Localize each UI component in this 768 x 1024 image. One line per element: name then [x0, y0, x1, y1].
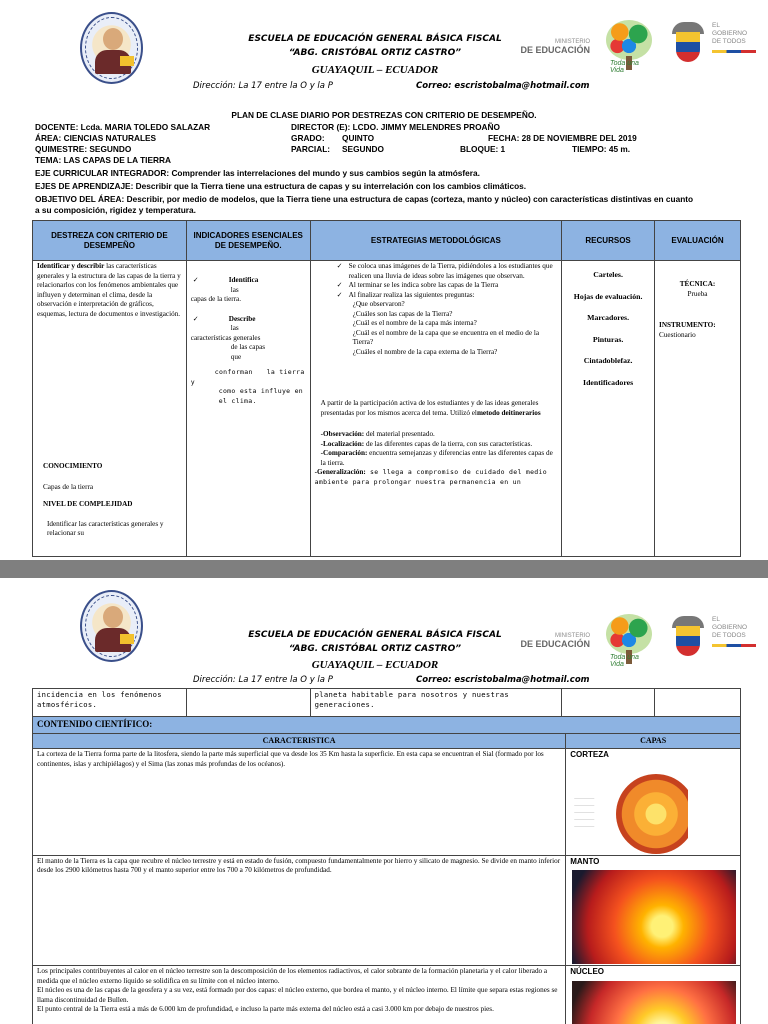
header-indicadores: INDICADORES ESENCIALES DE DESEMPEÑO. — [186, 221, 310, 261]
school-subname: “ABG. CRISTÓBAL ORTIZ CASTRO” — [288, 48, 462, 58]
page-header-2 — [0, 578, 768, 676]
gov-line-1: EL — [712, 22, 720, 29]
manto-cell — [566, 855, 741, 966]
school-name: ESCUELA DE EDUCACIÓN GENERAL BÁSICA FISCAL — [248, 34, 502, 44]
gov-line-1-b: EL — [712, 616, 720, 623]
school-city: GUAYAQUIL – ECUADOR — [311, 64, 439, 76]
nucleo-text-3: El punto central de la Tierra está a más de 6.000 km de profundidad, e incluso la parte más externa del núcleo está a casi 3.000 km por debajo de nuestros pies. — [37, 1005, 494, 1013]
school-seal-logo-2 — [80, 590, 143, 662]
estr-item-1: ✓ Se coloca unas imágenes de la Tierra, pidiéndoles a los estudiantes que realicen una lluvia de ideas sobre las imágenes que observan. — [335, 262, 557, 281]
estrategias-cell — [310, 261, 561, 557]
ministry-big-2: DE EDUCACIÓN — [520, 639, 590, 649]
ind1-b: capas de la tierra. — [190, 295, 242, 303]
recursos-cell — [562, 261, 655, 557]
nucleo-cell-text — [33, 966, 566, 1024]
docente: DOCENTE: Lcda. MARIA TOLEDO SALAZAR — [35, 122, 211, 132]
tecnica-label: TÉCNICA: — [679, 280, 716, 288]
ind1-bold: Identifica — [228, 276, 259, 284]
contenido-title: CONTENIDO CIENTÍFICO: — [33, 717, 741, 734]
grado-label: GRADO: — [291, 133, 325, 143]
school-name-2: ESCUELA DE EDUCACIÓN GENERAL BÁSICA FISCAL — [248, 630, 502, 640]
objetivo-line-2: a su composición, rigidez y temperatura. — [35, 205, 196, 215]
cont-empty-1 — [186, 689, 310, 717]
tecnica: Prueba — [687, 289, 708, 298]
ind2-b: características generales — [190, 333, 261, 342]
estr-para: A partir de la participación activa de los estudiantes y de las ideas generales presentadas por los mismos acerca del tema. Utilizó el — [320, 399, 539, 417]
cont-estrategias: planeta habitable para nosotros y nuestras generaciones. — [310, 689, 562, 717]
tema: TEMA: LAS CAPAS DE LA TIERRA — [35, 155, 171, 165]
estr-question-5: ¿Cuáles el nombre de la capa externa de la Tierra? — [352, 347, 498, 356]
gov-line-2-b: GOBIERNO — [712, 624, 748, 631]
destreza-bold: Identificar y describir — [37, 262, 105, 270]
ind2-a: las — [230, 324, 239, 332]
gov-line-3-b: DE TODOS — [712, 632, 746, 639]
estr-item-3: ✓ Al finalizar realiza las siguientes preguntas: — [335, 291, 557, 301]
parcial-label: PARCIAL: — [291, 144, 331, 154]
ministry-big: DE EDUCACIÓN — [520, 45, 590, 55]
manto-text: El manto de la Tierra es la capa que recubre el núcleo terrestre y está en estado de fusión, compuesto fundamentalmente por hierro y silicato de magnesio. Se divide en manto inferior desde los 2900 kilómetros hasta 700 y el manto superior entre los 700 a 70 kilómetros de profundidad. — [33, 855, 566, 966]
obs-text: del material presentado. — [364, 430, 435, 438]
gov-line-3: DE TODOS — [712, 38, 746, 45]
area: ÁREA: CIENCIAS NATURALES — [35, 133, 157, 143]
ecuador-shield-logo-2 — [668, 616, 708, 664]
tree-word: Toda una Vida — [610, 60, 639, 74]
ind2-c: de las capas — [230, 343, 266, 351]
recurso-1: Carteles. — [593, 270, 623, 279]
bloque: BLOQUE: 1 — [460, 144, 506, 154]
gobierno-logo — [712, 22, 762, 53]
col-capas: CAPAS — [566, 734, 741, 749]
corteza-diagram: ————— ————— ————— ————— ————— — [572, 764, 688, 854]
ind2-g: como esta influye en el clima. — [218, 387, 304, 405]
ministry-small-2: MINISTERIO — [554, 633, 590, 639]
col-caracteristica: CARACTERISTICA — [33, 734, 566, 749]
fecha: FECHA: 28 DE NOVIEMBRE DEL 2019 — [488, 133, 637, 143]
school-email: Correo: escristobalma@hotmail.com — [416, 81, 590, 91]
evaluacion-cell — [655, 261, 741, 557]
school-subname-2: “ABG. CRISTÓBAL ORTIZ CASTRO” — [288, 644, 462, 654]
recurso-2: Hojas de evaluación. — [573, 291, 643, 301]
grado: QUINTO — [342, 133, 375, 143]
ind1-a: las — [230, 285, 239, 294]
instrumento: Cuestionario — [659, 330, 696, 339]
ind2-d: que — [230, 352, 242, 361]
recurso-5: Cintadoblefaz. — [583, 356, 633, 365]
ecuador-shield-logo — [668, 22, 708, 70]
ministry-logo — [518, 38, 590, 54]
comp-label: -Comparación: — [320, 449, 368, 457]
cont-destreza: incidencia en los fenómenos atmosféricos. — [33, 689, 187, 717]
ejes-aprendizaje: EJES DE APRENDIZAJE: Describir que la Tierra tiene una estructura de capas y su interrelación con los cambios climáticos. — [35, 181, 527, 191]
page-header — [0, 0, 768, 98]
quimestre: QUIMESTRE: SEGUNDO — [35, 144, 132, 154]
header-destreza: DESTREZA CON CRITERIO DE DESEMPEÑO — [33, 221, 187, 261]
estr-question-4: ¿Cuál es el nombre de la capa que se encuentra en el medio de la Tierra? — [352, 328, 540, 346]
loc-text: de las diferentes capas de la tierra, con sus características. — [364, 439, 533, 448]
instrumento-label: INSTRUMENTO: — [659, 321, 716, 329]
plan-title: PLAN DE CLASE DIARIO POR DESTREZAS CON CRITERIO DE DESEMPEÑO. — [231, 110, 537, 120]
header-recursos: RECURSOS — [562, 221, 655, 261]
destreza-text: las características generales y la estructura de las capas de la tierra y relacionarlos con los fenómenos ambientales que influyen y determinan el clima, desde la observación e interpretación de gráficos, esquemas, lectura de documentos e investigación. — [37, 262, 181, 318]
ministry-logo-2 — [518, 632, 590, 648]
director: DIRECTOR (E): LCDO. JIMMY MELENDRES PROAÑO — [291, 122, 500, 132]
contenido-table — [32, 716, 741, 1024]
obs-label: -Observación: — [320, 430, 365, 438]
corteza-cell — [566, 749, 741, 856]
nucleo-cell — [566, 966, 741, 1024]
destreza-cell — [33, 261, 187, 557]
document-page-2 — [0, 578, 768, 1024]
corteza-text: La corteza de la Tierra forma parte de la litosfera, siendo la parte más superficial que va desde los 35 Km hasta la superficie. En esta capa se encuentran el Sial (formado por los continentes, islas y archipiélagos) y el Sima (las zonas más profundas de los océanos). — [33, 749, 566, 856]
school-address: Dirección: La 17 entre la O y la P — [193, 81, 333, 91]
gov-line-2: GOBIERNO — [712, 30, 748, 37]
ministry-small: MINISTERIO — [554, 39, 590, 45]
parcial: SEGUNDO — [342, 144, 384, 154]
cont-empty-2 — [562, 689, 655, 717]
nucleo-label: NÚCLEO — [570, 967, 604, 976]
toda-una-vida-logo — [606, 20, 652, 74]
estr-question-2: ¿Cuáles son las capas de la Tierra? — [352, 309, 453, 318]
continuation-table — [32, 688, 741, 717]
header-evaluacion: EVALUACIÓN — [655, 221, 741, 261]
nivel-label: NIVEL DE COMPLEJIDAD — [43, 500, 133, 508]
header-estrategias: ESTRATEGIAS METODOLÓGICAS — [310, 221, 561, 261]
tree-word-2: Toda una Vida — [610, 654, 639, 668]
manto-image — [572, 870, 736, 964]
toda-una-vida-logo-2 — [606, 614, 652, 668]
plan-table — [32, 220, 741, 557]
recurso-4: Pinturas. — [592, 334, 624, 344]
gen-text: se llega a compromiso de cuidado del medio ambiente para prolongar nuestra permanencia en un — [314, 468, 547, 486]
eje-integrador: EJE CURRICULAR INTEGRADOR: Comprender las interrelaciones del mundo y sus cambios según la atmósfera. — [35, 168, 480, 178]
school-address-2: Dirección: La 17 entre la O y la P — [193, 675, 333, 685]
indicadores-cell — [186, 261, 310, 557]
estr-question-3: ¿Cuál es el nombre de la capa más interna? — [352, 319, 477, 327]
conocimiento-label: CONOCIMIENTO — [43, 462, 103, 470]
objetivo-line-1: OBJETIVO DEL ÁREA: Describir, por medio de modelos, que la Tierra tiene una estructura de capas (corteza, manto y núcleo) con características distintivas en cuanto — [35, 194, 694, 204]
ind2-bold: Describe — [228, 314, 256, 323]
school-email-2: Correo: escristobalma@hotmail.com — [416, 675, 590, 685]
manto-label: MANTO — [570, 856, 600, 866]
nucleo-text-2: El núcleo es una de las capas de la geosfera y a su vez, está formado por dos capas: el núcleo externo, que bordea el manto, y el núcleo interno. El límite que separa estas regiones se llama discontinuidad de Bullen. — [37, 986, 558, 1004]
ind2-f: la tierra y — [190, 368, 305, 386]
school-seal-logo — [80, 12, 143, 84]
gen-label: -Generalización: — [314, 468, 366, 476]
ind2-e: conforman — [214, 368, 253, 376]
nucleo-image — [572, 981, 736, 1024]
cont-empty-3 — [655, 689, 741, 717]
comp-text: encuentra semejanzas y diferencias entre las diferentes capas de la tierra. — [320, 449, 553, 467]
school-city-2: GUAYAQUIL – ECUADOR — [311, 659, 439, 671]
nivel-text: Identificar las características generales y relacionar su — [47, 519, 164, 537]
estr-question-1: ¿Que observaron? — [352, 300, 405, 308]
conocimiento: Capas de la tierra — [43, 482, 94, 491]
nucleo-text-1: Los principales contribuyentes al calor en el núcleo terrestre son la descomposición de los elementos radiactivos, el calor sobrante de la formación planetaria y el calor liberado a medida que el núcleo externo líquido se solidifica en su límite con el núcleo interno. — [37, 967, 548, 985]
gobierno-logo-2 — [712, 616, 762, 647]
corteza-label: CORTEZA — [570, 750, 609, 759]
recurso-6: Identificadores — [583, 377, 634, 387]
tiempo: TIEMPO: 45 m. — [572, 144, 631, 154]
loc-label: -Localización: — [320, 439, 365, 448]
estr-item-2: ✓ Al terminar se les indica sobre las capas de la Tierra — [335, 281, 557, 291]
estr-para-bold: metodo deitinerarios — [476, 408, 541, 417]
recurso-3: Marcadores. — [587, 313, 630, 322]
